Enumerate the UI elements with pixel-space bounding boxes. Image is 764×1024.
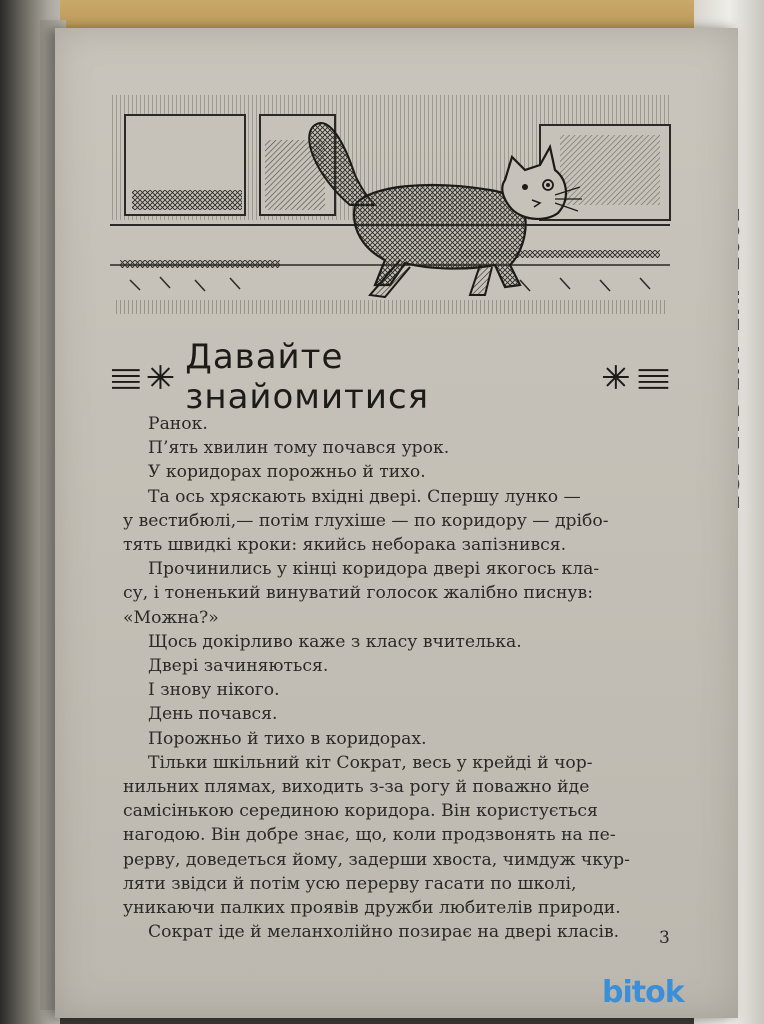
chapter-heading (110, 337, 670, 417)
text-line: П’ять хвилин тому почався урок. (148, 438, 450, 459)
paragraph (148, 678, 670, 702)
text-line: Прочинились у кінці коридора двері якогось кла- (148, 559, 600, 580)
paragraph (148, 654, 670, 678)
text-line: Та ось хряскають вхідні двері. Спершу лунко — (148, 486, 581, 507)
text-line: І знову нікого. (148, 680, 280, 701)
text-line: нагодою. Він добре знає, що, коли продзвонять на пе- (123, 825, 616, 846)
text-line: У коридорах порожньо й тихо. (148, 462, 426, 483)
watermark-logo: bitok (602, 975, 684, 1010)
ornament-left-icon (110, 362, 179, 392)
paragraph (123, 751, 670, 920)
text-line: рерву, доведеться йому, задерши хвоста, чимдуж чкур- (123, 849, 630, 870)
text-line: ляти звідси й потім усю перерву гасати по школі, (123, 873, 577, 894)
text-line: самісінькою серединою коридора. Він користується (123, 801, 598, 822)
paragraph (123, 485, 670, 558)
chapter-title: Давайте знайомитися (185, 337, 430, 417)
paragraph (148, 920, 670, 944)
cat-illustration (100, 95, 680, 325)
text-line: уникаючи палких проявів дружби любителів природи. (123, 898, 621, 919)
text-line: нильних плямах, виходить з-за рогу й поважно йде (123, 777, 590, 798)
paragraph (148, 630, 670, 654)
text-line: Сократ іде й меланхолійно позирає на двері класів. (148, 922, 620, 943)
page-number: 3 (659, 928, 670, 948)
body-text (123, 412, 670, 944)
paragraph (148, 412, 670, 436)
text-line: Ранок. (148, 414, 208, 434)
text-line: «Можна?» (123, 607, 219, 628)
paragraph (148, 702, 670, 726)
text-line: День почався. (148, 704, 278, 725)
paragraph (123, 557, 670, 630)
text-line: су, і тоненький винуватий голосок жалібно писнув: (123, 583, 594, 604)
text-line: Щось докірливо каже з класу вчителька. (148, 631, 522, 652)
paragraph (148, 727, 670, 751)
text-line: тять швидкі кроки: якийсь неборака запізнився. (123, 535, 567, 556)
text-line: у вестибюлі,— потім глухіше — по коридору — дрібо- (123, 510, 609, 531)
text-line: Двері зачиняються. (148, 656, 329, 677)
text-line: Тільки шкільний кіт Сократ, весь у крейді й чор- (148, 752, 593, 773)
paragraph (148, 460, 670, 484)
paragraph (148, 436, 670, 460)
ornament-right-icon (601, 362, 670, 392)
text-line: Порожньо й тихо в коридорах. (148, 728, 427, 749)
